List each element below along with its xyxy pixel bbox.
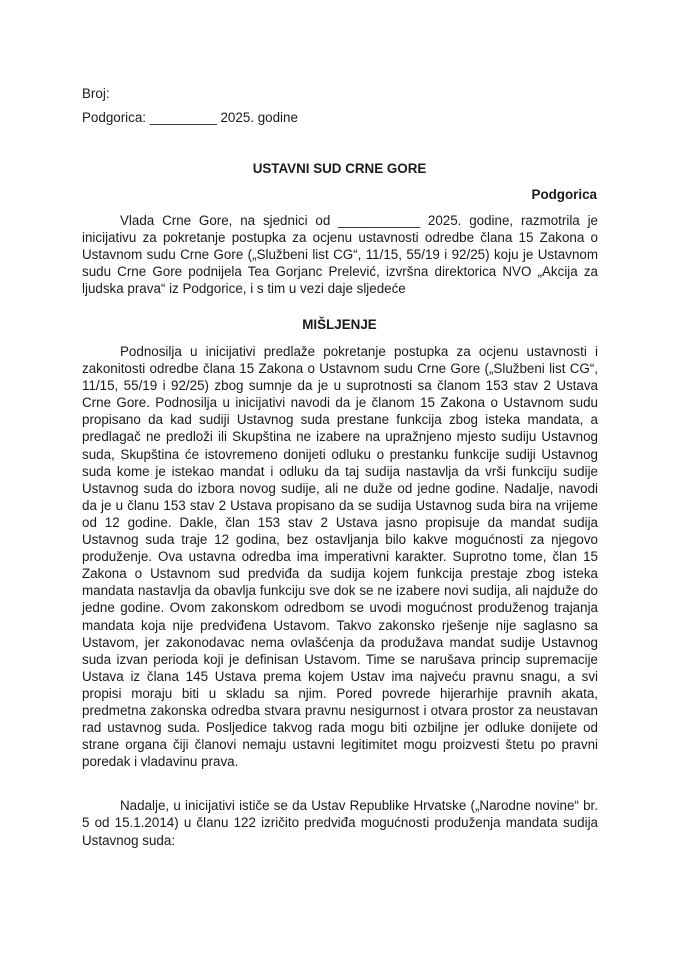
body-paragraph-2: Nadalje, u inicijativi ističe se da Ustav Republike Hrvatske („Narodne novine“ br. 5 od 15.1.2014) u članu 122 izričito predviđa mogućnosti produženja mandata sudija Ustavnog suda: (82, 798, 598, 848)
addressee-city: Podgorica (531, 187, 597, 202)
place-and-date: Podgorica: _________ 2025. godine (82, 110, 298, 125)
body-paragraph-1: Podnosilja u inicijativi predlaže pokretanje postupka za ocjenu ustavnosti i zakonitosti odredbe člana 15 Zakona o Ustavnom sudu Crne Gore („Službeni list CG“, 11/15, 55/19 i 92/25) zbog sumnje da je u suprotnosti sa članom 153 stav 2 Ustava Crne Gore. Podnosilja u inicijativi navodi da je članom 15 Zakona o Ustavnom sudu propisano da kad sudiji Ustavnog suda prestane funkcija zbog isteka mandata, a predlagač ne predloži ili Skupština ne izabere na upražnjeno mjesto sudiju Ustavnog suda, Skupština će istovremeno donijeti odluku o prestanku funkcije sudiji Ustavnog suda kome je istekao mandat i odluku da taj sudija nastavlja da vrši funkciju sudije Ustavnog suda do izbora novog sudije, ali ne duže od jedne godine. Nadalje, navodi da je u članu 153 stav 2 Ustava propisano da se sudija Ustavnog suda bira na vrijeme od 12 godine. Dakle, član 153 stav 2 Ustava jasno propisuje da mandat sudija Ustavnog suda traje 12 godina, bez ostavljanja bilo kakve mogućnosti za njegovo produženje. Ova ustavna odredba ima imperativni karakter. Suprotno tome, član 15 Zakona o Ustavnom sud predviđa da sudija kojem funkcija prestaje zbog isteka mandata nastavlja da obavlja funkciju sve dok se ne izabere novi sudija, ali najduže do jedne godine. Ovom zakonskom odredbom se uvodi mogućnost produženog trajanja mandata koja nije predviđena Ustavom. Takvo zakonsko rješenje nije saglasno sa Ustavom, jer zakonodavac nema ovlašćenja da produžava mandat sudije Ustavnog suda izvan perioda koji je definisan Ustavom. Time se narušava princip supremacije Ustava iz člana 145 Ustava prema kojem Ustav ima najveću pravnu snagu, a svi propisi moraju biti u skladu sa njim. Pored povrede hijerarhije pravnih akata, predmetna zakonska odredba stvara pravnu nesigurnost i otvara prostor za neustavan rad ustavnog suda. Posljedice takvog rada mogu biti ozbiljne jer odluke donijete od strane organa čiji članovi nemaju ustavni legitimitet mogu proizvesti štetu po pravni poredak i vladavinu prava. (82, 344, 598, 770)
document-number-label: Broj: (82, 86, 110, 101)
section-title: MIŠLJENJE (302, 317, 377, 332)
addressee-court: USTAVNI SUD CRNE GORE (252, 161, 427, 176)
intro-paragraph: Vlada Crne Gore, na sjednici od ___________ 2025. godine, razmotrila je inicijativu za pokretanje postupka za ocjenu ustavnosti odredbe člana 15 Zakona o Ustavnom sudu Crne Gore („Službeni list CG“, 11/15, 55/19 i 92/25) koju je Ustavnom sudu Crne Gore podnijela Tea Gorjanc Prelević, izvršna direktorica NVO „Akcija za ljudska prava“ iz Podgorice, i s tim u vezi daje sljedeće (82, 213, 598, 297)
